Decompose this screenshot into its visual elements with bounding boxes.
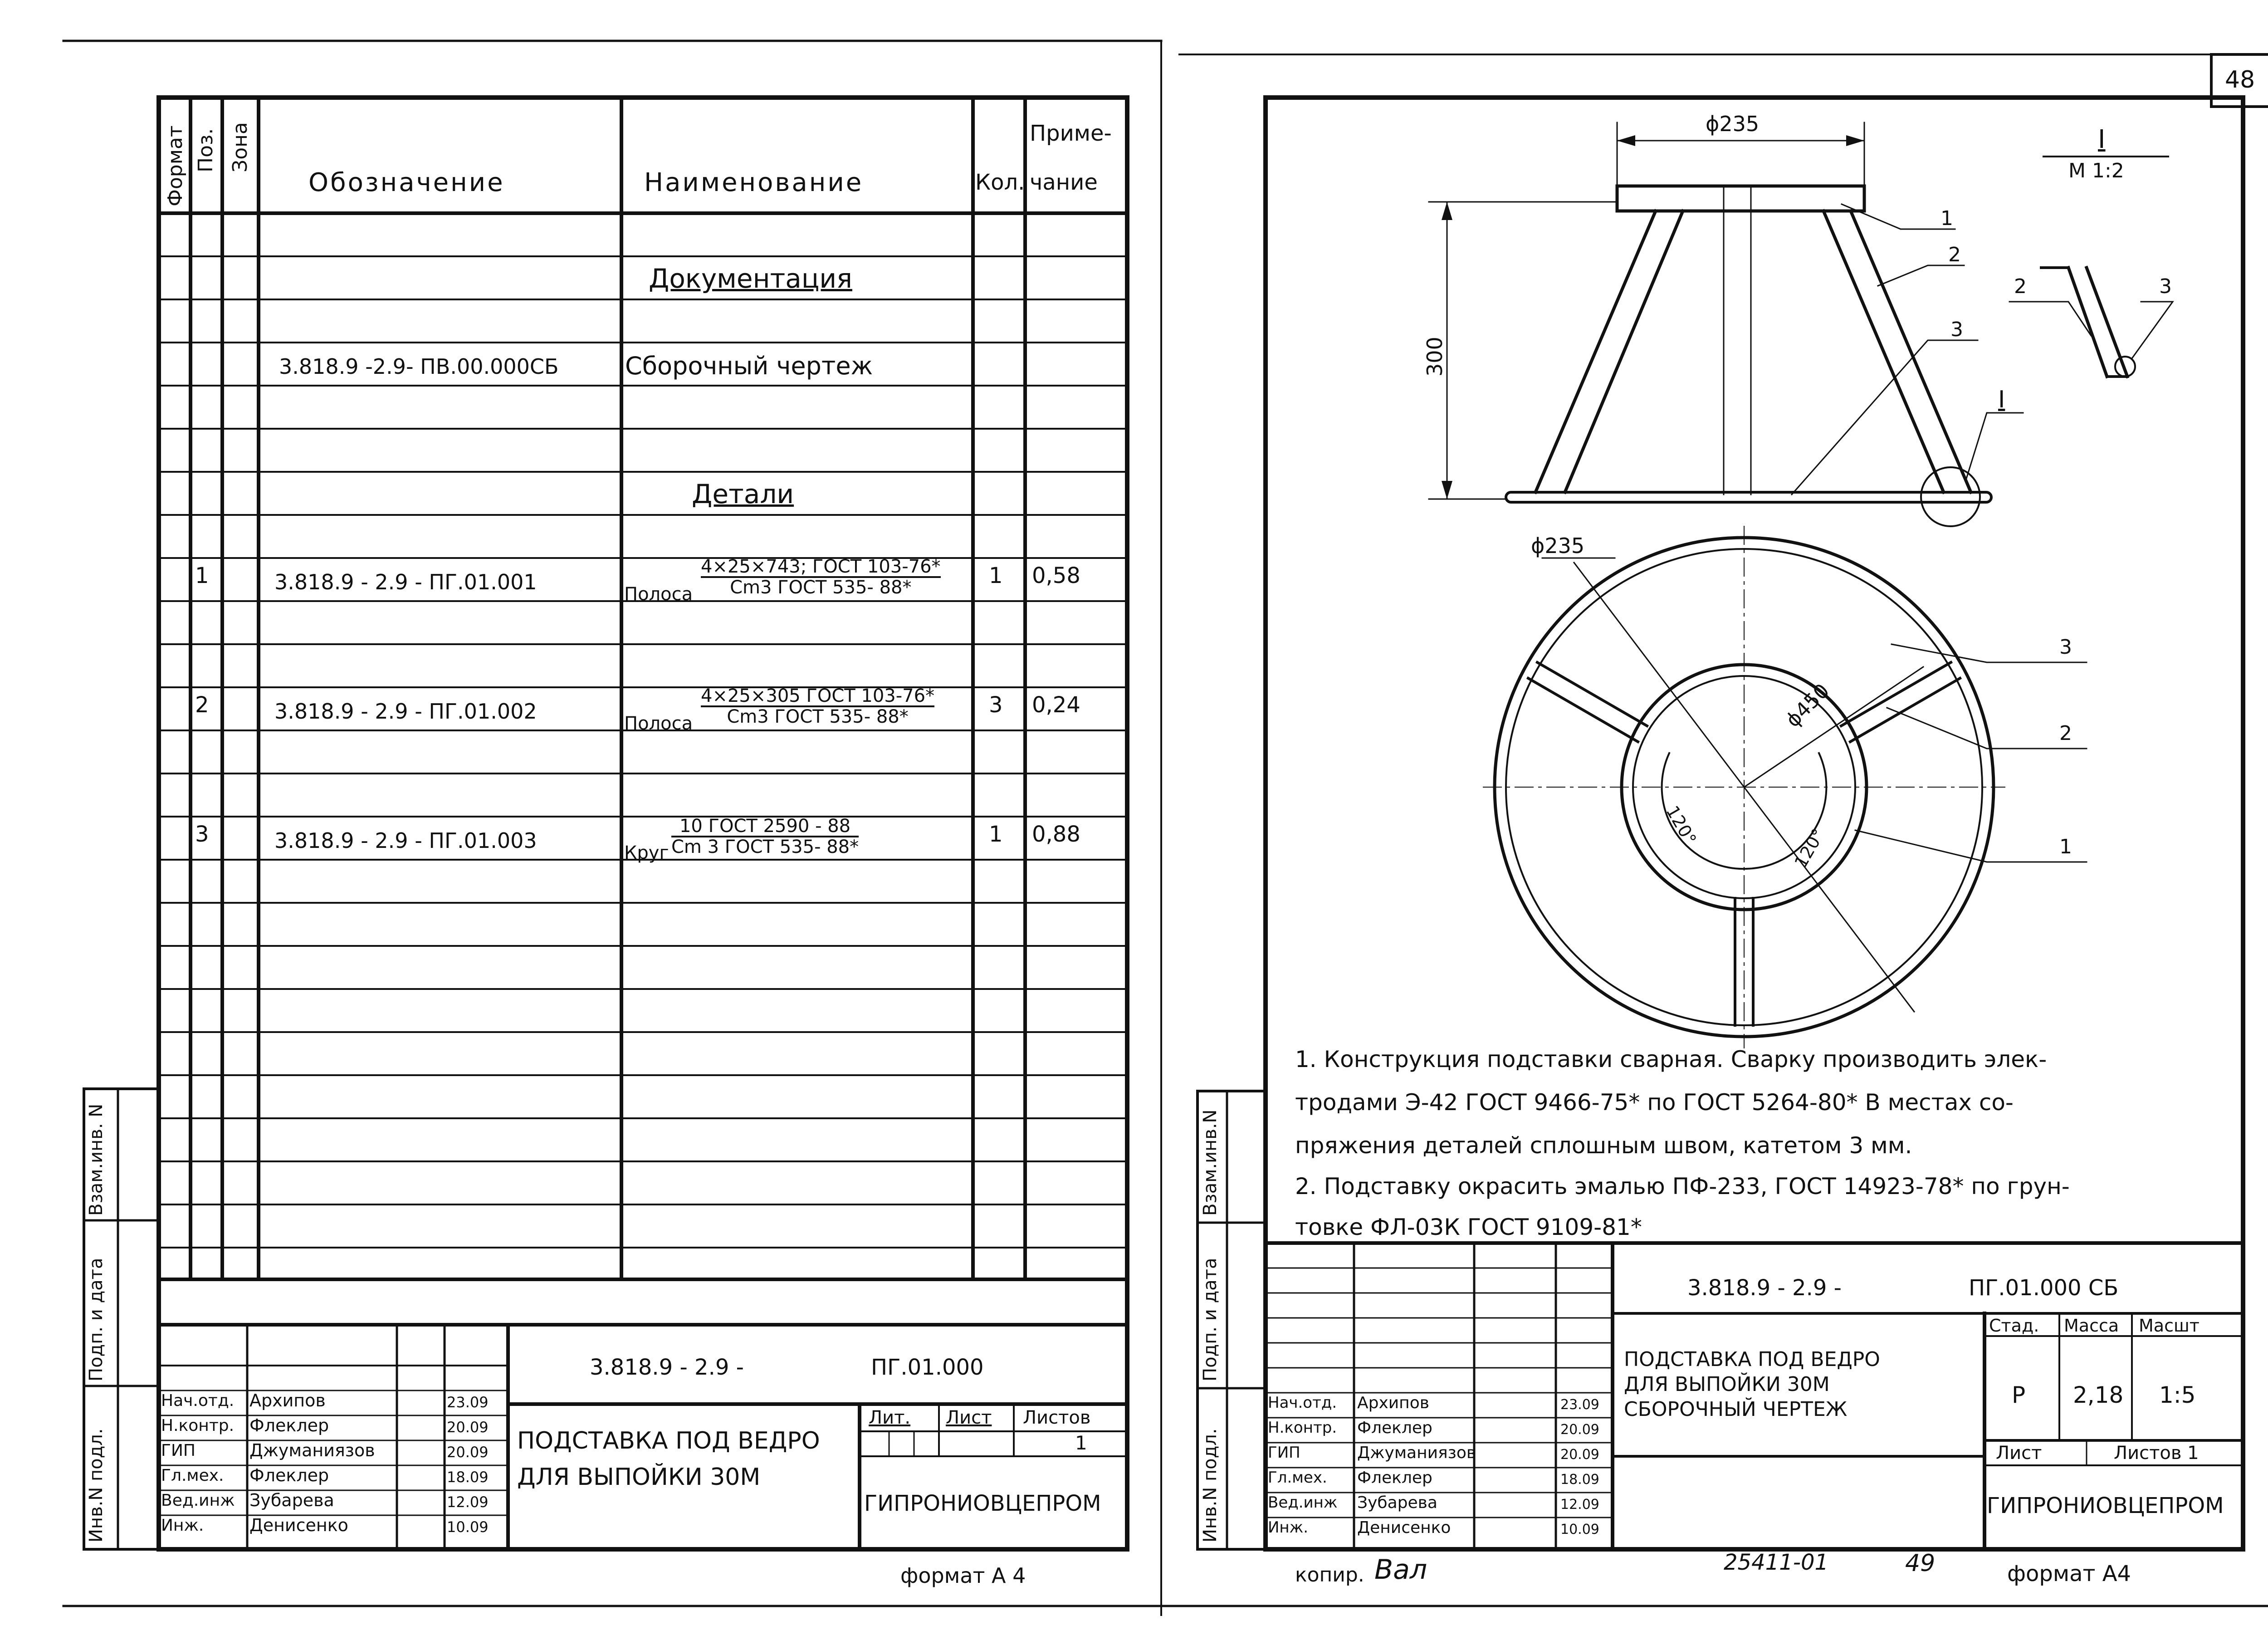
left-staff-name-3: Джуманиязов bbox=[249, 1440, 375, 1460]
right-staff-date-5: 12.09 bbox=[1560, 1497, 1599, 1513]
header-qty: Кол. bbox=[975, 170, 1025, 195]
left-staff-role-5: Вед.инж bbox=[161, 1491, 235, 1510]
callout-side-1: 1 bbox=[1941, 207, 1953, 230]
strip-format-header: Формат bbox=[164, 125, 187, 206]
note-line-4: 2. Подставку окрасить эмалью ПФ-233, ГОСТ 14923-78* по грун- bbox=[1295, 1173, 2070, 1199]
right-staff-date-4: 18.09 bbox=[1560, 1472, 1599, 1488]
left-staff-name-4: Флеклер bbox=[249, 1465, 329, 1485]
row-1-qty: 1 bbox=[989, 563, 1003, 588]
right-staff-name-2: Флеклер bbox=[1357, 1419, 1432, 1437]
row-2-name-prefix: Полоса bbox=[624, 713, 693, 734]
row-1-designation: 3.818.9 - 2.9 - ПГ.01.001 bbox=[274, 570, 537, 594]
row-1-note: 0,58 bbox=[1032, 563, 1080, 588]
dim-top-diameter: ϕ235 bbox=[1706, 112, 1760, 136]
left-title-line-1: ПОДСТАВКА ПОД ВЕДРО bbox=[517, 1427, 820, 1454]
left-code-left: 3.818.9 - 2.9 - bbox=[590, 1355, 744, 1380]
left-staff-name-6: Денисенко bbox=[249, 1515, 348, 1535]
left-staff-name-1: Архипов bbox=[249, 1390, 326, 1410]
row-1-spec-bottom: Cm3 ГОСТ 535- 88* bbox=[730, 577, 912, 598]
detail-callout-2: 2 bbox=[2014, 275, 2027, 298]
row-1-name-prefix: Полоса bbox=[624, 584, 693, 605]
row-2-spec-bottom: Cm3 ГОСТ 535- 88* bbox=[727, 706, 909, 727]
row-1-name-fraction bbox=[701, 557, 941, 597]
dim-height: 300 bbox=[1422, 337, 1447, 377]
right-strip-replace-label: Взам.инв.N bbox=[1200, 1109, 1221, 1216]
right-staff-name-1: Архипов bbox=[1357, 1394, 1429, 1412]
left-code-right: ПГ.01.000 bbox=[871, 1355, 984, 1380]
right-stage-label: Стад. bbox=[1989, 1316, 2039, 1336]
note-line-2: тродами Э-42 ГОСТ 9466-75* по ГОСТ 5264-80* В местах со- bbox=[1295, 1089, 2014, 1116]
header-note-top: Приме- bbox=[1030, 121, 1112, 146]
right-strip-sign-label: Подп. и дата bbox=[1200, 1258, 1221, 1381]
copy-signature: Вал bbox=[1374, 1554, 1427, 1586]
left-organization: ГИПРОНИОВЦЕПРОМ bbox=[864, 1491, 1101, 1516]
detail-reference-mark: I bbox=[1998, 386, 2005, 413]
left-staff-role-6: Инж. bbox=[161, 1516, 204, 1535]
detail-scale: М 1:2 bbox=[2068, 159, 2124, 182]
right-title-line-3: СБОРОЧНЫЙ ЧЕРТЕЖ bbox=[1624, 1398, 1848, 1421]
header-note-bottom: чание bbox=[1030, 170, 1098, 195]
left-staff-date-5: 12.09 bbox=[447, 1493, 489, 1511]
page-number: 48 bbox=[2225, 66, 2255, 93]
assembly-designation: 3.818.9 -2.9- ПВ.00.000СБ bbox=[279, 354, 559, 379]
row-1-pos: 1 bbox=[195, 563, 209, 588]
right-scale-label: Масшт bbox=[2139, 1316, 2200, 1336]
right-scale-value: 1:5 bbox=[2159, 1382, 2196, 1408]
note-line-1: 1. Конструкция подставки сварная. Сварку производить элек- bbox=[1295, 1046, 2047, 1072]
right-strip-inv-label: Инв.N подл. bbox=[1200, 1428, 1221, 1542]
callout-plan-2: 2 bbox=[2059, 722, 2072, 745]
angle-label-2: 120° bbox=[1790, 825, 1829, 871]
right-staff-date-2: 20.09 bbox=[1560, 1422, 1599, 1438]
left-staff-date-2: 20.09 bbox=[447, 1419, 489, 1436]
right-staff-name-4: Флеклер bbox=[1357, 1469, 1432, 1487]
right-code-right: ПГ.01.000 СБ bbox=[1969, 1275, 2119, 1301]
dim-plan-outer: ϕ235 bbox=[1531, 534, 1585, 558]
right-staff-role-6: Инж. bbox=[1268, 1518, 1309, 1537]
left-staff-role-2: Н.контр. bbox=[161, 1416, 235, 1435]
right-staff-date-6: 10.09 bbox=[1560, 1522, 1599, 1537]
handwritten-page-number: 49 bbox=[1905, 1550, 1936, 1577]
row-3-designation: 3.818.9 - 2.9 - ПГ.01.003 bbox=[274, 828, 537, 853]
right-staff-role-3: ГИП bbox=[1268, 1444, 1300, 1462]
callout-side-2: 2 bbox=[1948, 243, 1961, 266]
note-line-3: пряжения деталей сплошным швом, катетом 3 мм. bbox=[1295, 1132, 1912, 1159]
row-2-spec-top: 4×25×305 ГОСТ 103-76* bbox=[701, 685, 935, 706]
left-staff-role-3: ГИП bbox=[161, 1441, 196, 1460]
strip-sign-label: Подп. и дата bbox=[86, 1258, 107, 1381]
detail-callout-3: 3 bbox=[2159, 275, 2172, 298]
right-mass-label: Масса bbox=[2064, 1316, 2119, 1336]
right-stage-value: Р bbox=[2012, 1382, 2026, 1408]
row-2-note: 0,24 bbox=[1032, 692, 1080, 718]
left-sheet-label: Лист bbox=[946, 1407, 992, 1428]
assembly-name: Сборочный чертеж bbox=[625, 352, 873, 380]
left-staff-name-2: Флеклер bbox=[249, 1415, 329, 1435]
left-staff-date-1: 23.09 bbox=[447, 1394, 489, 1411]
right-staff-date-1: 23.09 bbox=[1560, 1397, 1599, 1413]
right-staff-role-2: Н.контр. bbox=[1268, 1419, 1337, 1437]
row-2-name-fraction bbox=[701, 686, 934, 726]
row-2-qty: 3 bbox=[989, 692, 1003, 718]
row-3-name-fraction bbox=[671, 817, 859, 857]
row-3-spec-top: 10 ГОСТ 2590 - 88 bbox=[671, 817, 859, 837]
header-designation: Обозначение bbox=[308, 168, 505, 197]
section-documentation: Документация bbox=[649, 263, 852, 294]
right-sheets-label: Листов 1 bbox=[2114, 1443, 2199, 1464]
row-3-pos: 3 bbox=[195, 822, 209, 847]
archive-number: 25411-01 bbox=[1724, 1550, 1829, 1575]
row-3-name-prefix: Круг bbox=[624, 842, 669, 863]
left-format-label: формат А 4 bbox=[900, 1563, 1026, 1588]
angle-label-1: 120° bbox=[1662, 802, 1701, 848]
row-2-designation: 3.818.9 - 2.9 - ПГ.01.002 bbox=[274, 699, 537, 724]
right-staff-role-4: Гл.мех. bbox=[1268, 1469, 1327, 1487]
left-sheets-label: Листов bbox=[1023, 1407, 1091, 1428]
row-3-qty: 1 bbox=[989, 822, 1003, 847]
row-2-pos: 2 bbox=[195, 692, 209, 718]
callout-plan-1: 1 bbox=[2059, 835, 2072, 858]
right-staff-role-5: Вед.инж bbox=[1268, 1493, 1338, 1512]
left-staff-name-5: Зубарева bbox=[249, 1490, 334, 1510]
right-mass-value: 2,18 bbox=[2073, 1382, 2124, 1408]
callout-plan-3: 3 bbox=[2059, 636, 2072, 659]
strip-zone-header: Зона bbox=[229, 122, 252, 172]
header-name: Наименование bbox=[644, 168, 864, 197]
right-staff-role-1: Нач.отд. bbox=[1268, 1394, 1337, 1412]
right-staff-name-3: Джуманиязов bbox=[1357, 1444, 1476, 1462]
section-details: Детали bbox=[692, 479, 794, 509]
left-sheets-value: 1 bbox=[1075, 1432, 1087, 1454]
right-title-line-2: ДЛЯ ВЫПОЙКИ 30М bbox=[1624, 1373, 1830, 1396]
row-1-spec-top: 4×25×743; ГОСТ 103-76* bbox=[701, 556, 941, 577]
left-lit-label: Лит. bbox=[869, 1407, 911, 1428]
left-staff-date-6: 10.09 bbox=[447, 1518, 489, 1536]
right-staff-name-6: Денисенко bbox=[1357, 1518, 1451, 1537]
left-staff-date-3: 20.09 bbox=[447, 1444, 489, 1461]
right-code-left: 3.818.9 - 2.9 - bbox=[1687, 1275, 1842, 1301]
left-staff-role-1: Нач.отд. bbox=[161, 1391, 235, 1410]
strip-inv-label: Инв.N подл. bbox=[86, 1428, 107, 1542]
left-title-line-2: ДЛЯ ВЫПОЙКИ 30М bbox=[517, 1464, 761, 1491]
right-staff-date-3: 20.09 bbox=[1560, 1447, 1599, 1463]
right-staff-name-5: Зубарева bbox=[1357, 1493, 1437, 1512]
left-staff-role-4: Гл.мех. bbox=[161, 1466, 224, 1485]
right-organization: ГИПРОНИОВЦЕПРОМ bbox=[1987, 1493, 2224, 1518]
row-3-note: 0,88 bbox=[1032, 822, 1080, 847]
left-staff-date-4: 18.09 bbox=[447, 1469, 489, 1486]
strip-pos-header: Поз. bbox=[194, 128, 217, 172]
note-line-5: товке ФЛ-03К ГОСТ 9109-81* bbox=[1295, 1214, 1642, 1240]
right-sheet-label: Лист bbox=[1996, 1443, 2042, 1464]
strip-replace-label: Взам.инв. N bbox=[86, 1103, 107, 1216]
copy-label: копир. bbox=[1295, 1563, 1364, 1586]
callout-side-3: 3 bbox=[1950, 318, 1963, 341]
dim-plan-inner: ϕ450 bbox=[1781, 679, 1834, 732]
detail-title: I bbox=[2098, 125, 2106, 154]
right-format-label: формат А4 bbox=[2007, 1561, 2131, 1586]
row-3-spec-bottom: Cm 3 ГОСТ 535- 88* bbox=[671, 837, 859, 857]
right-title-line-1: ПОДСТАВКА ПОД ВЕДРО bbox=[1624, 1348, 1880, 1371]
